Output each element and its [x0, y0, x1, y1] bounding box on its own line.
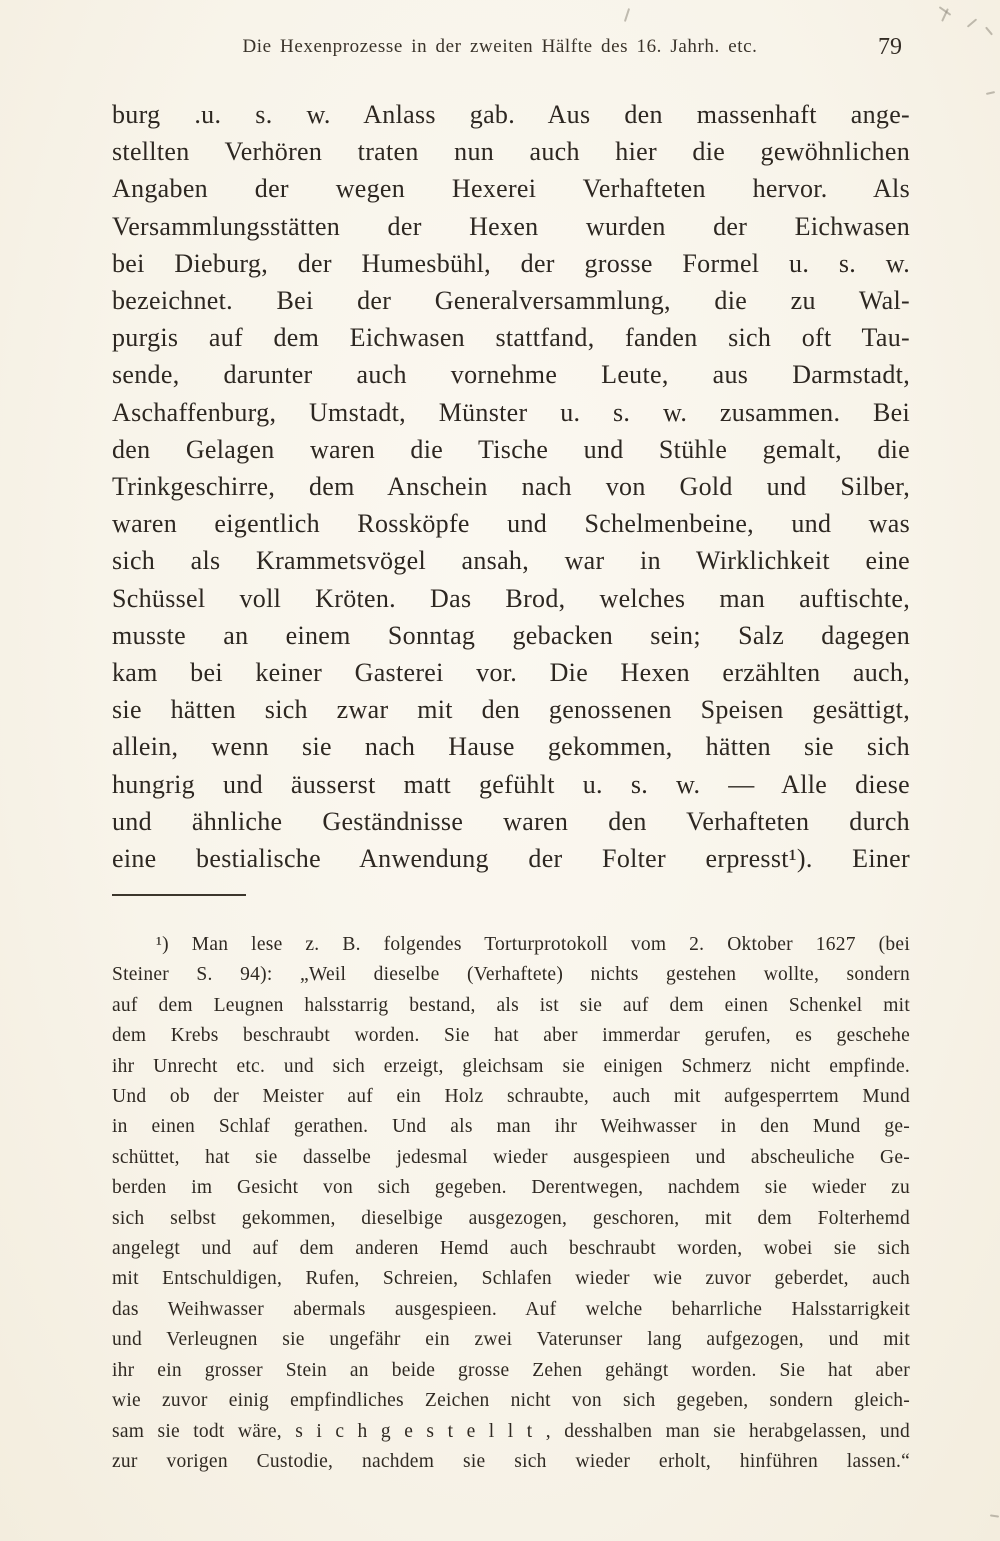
- scan-artifact: [986, 91, 995, 95]
- text-line: purgis auf dem Eichwasen stattfand, fanden sich oft Tau-: [112, 323, 910, 353]
- footnote-line: in einen Schlaf gerathen. Und als man ihr Weihwasser in den Mund ge-: [112, 1116, 910, 1138]
- text-line: Schüssel voll Kröten. Das Brod, welches man auftischte,: [112, 583, 910, 613]
- text-line: Versammlungsstätten der Hexen wurden der Eichwasen: [112, 211, 910, 241]
- footnote-line: angelegt und auf dem anderen Hemd auch beschraubt worden, wobei sie sich: [112, 1238, 910, 1260]
- footnote-line: sam sie todt wäre, s i c h g e s t e l l t , desshalben man sie herabgelassen, und: [112, 1420, 910, 1442]
- footnote-line: auf dem Leugnen halsstarrig bestand, als ist sie auf dem einen Schenkel mit: [112, 994, 910, 1016]
- footnote-line: ihr ein grosser Stein an beide grosse Zehen gehängt worden. Sie hat aber: [112, 1359, 910, 1381]
- footnote-separator: [112, 894, 246, 896]
- footnote-line: ¹) Man lese z. B. folgendes Torturprotokoll vom 2. Oktober 1627 (bei: [156, 934, 910, 955]
- text-line: sich als Krammetsvögel ansah, war in Wirklichkeit eine: [112, 546, 910, 576]
- text-line: und ähnliche Geständnisse waren den Verhafteten durch: [112, 806, 910, 836]
- footnote-line: ihr Unrecht etc. und sich erzeigt, gleichsam sie einigen Schmerz nicht empfinde.: [112, 1055, 910, 1077]
- footnote-line: zur vorigen Custodie, nachdem sie sich wieder erholt, hinführen lassen.“: [112, 1450, 910, 1472]
- text-line: eine bestialische Anwendung der Folter erpresst¹). Einer: [112, 844, 910, 874]
- text-line: Aschaffenburg, Umstadt, Münster u. s. w. zusammen. Bei: [112, 397, 910, 427]
- body-text: [112, 96, 910, 877]
- text-line: waren eigentlich Rossköpfe und Schelmenbeine, und was: [112, 509, 910, 539]
- scan-artifact: [985, 27, 993, 36]
- text-line: den Gelagen waren die Tische und Stühle gemalt, die: [112, 434, 910, 464]
- text-line: burg .u. s. w. Anlass gab. Aus den massenhaft ange-: [112, 100, 910, 129]
- text-line: Trinkgeschirre, dem Anschein nach von Gold und Silber,: [112, 472, 910, 502]
- text-line: stellten Verhören traten nun auch hier die gewöhnlichen: [112, 137, 910, 167]
- footnote-line: das Weihwasser abermals ausgespieen. Auf welche beharrliche Halsstarrigkeit: [112, 1298, 910, 1320]
- text-line: allein, wenn sie nach Hause gekommen, hätten sie sich: [112, 732, 910, 762]
- text-line: bezeichnet. Bei der Generalversammlung, die zu Wal-: [112, 286, 910, 316]
- footnote-line: Und ob der Meister auf ein Holz schraubte, auch mit aufgesperrtem Mund: [112, 1086, 910, 1108]
- running-header-title: Die Hexenprozesse in der zweiten Hälfte des 16. Jahrh. etc.: [242, 36, 758, 57]
- scan-artifact: [967, 18, 977, 27]
- footnote: [112, 930, 910, 1477]
- footnote-line: schüttet, hat sie dasselbe jedesmal wieder ausgespieen und abscheuliche Ge-: [112, 1146, 910, 1168]
- text-line: bei Dieburg, der Humesbühl, der grosse Formel u. s. w.: [112, 248, 910, 278]
- footnote-line: berden im Gesicht von sich gegeben. Derentwegen, nachdem sie wieder zu: [112, 1177, 910, 1199]
- footnote-line: dem Krebs beschraubt worden. Sie hat aber immerdar gerufen, es geschehe: [112, 1025, 910, 1047]
- footnote-line: sich selbst gekommen, dieselbige ausgezogen, geschoren, mit dem Folterhemd: [112, 1207, 910, 1229]
- footnote-line: und Verleugnen sie ungefähr ein zwei Vaterunser lang aufgezogen, und mit: [112, 1329, 910, 1351]
- scan-artifact: [624, 8, 630, 22]
- text-line: Angaben der wegen Hexerei Verhafteten hervor. Als: [112, 174, 910, 204]
- text-line: musste an einem Sonntag gebacken sein; Salz dagegen: [112, 620, 910, 650]
- text-line: kam bei keiner Gasterei vor. Die Hexen erzählten auch,: [112, 658, 910, 688]
- footnote-line: wie zuvor einig empfindliches Zeichen nicht von sich gegeben, sondern gleich-: [112, 1390, 910, 1412]
- text-line: sende, darunter auch vornehme Leute, aus Darmstadt,: [112, 360, 910, 390]
- page-header: [0, 36, 1000, 66]
- footnote-line: Steiner S. 94): „Weil dieselbe (Verhaftete) nichts gestehen wollte, sondern: [112, 964, 910, 986]
- footnote-line: mit Entschuldigen, Rufen, Schreien, Schlafen wieder wie zuvor geberdet, auch: [112, 1268, 910, 1290]
- page-number: 79: [878, 34, 902, 60]
- text-line: hungrig und äusserst matt gefühlt u. s. w. — Alle diese: [112, 769, 910, 799]
- text-line: sie hätten sich zwar mit den genossenen Speisen gesättigt,: [112, 695, 910, 725]
- scan-artifact: [990, 1514, 999, 1517]
